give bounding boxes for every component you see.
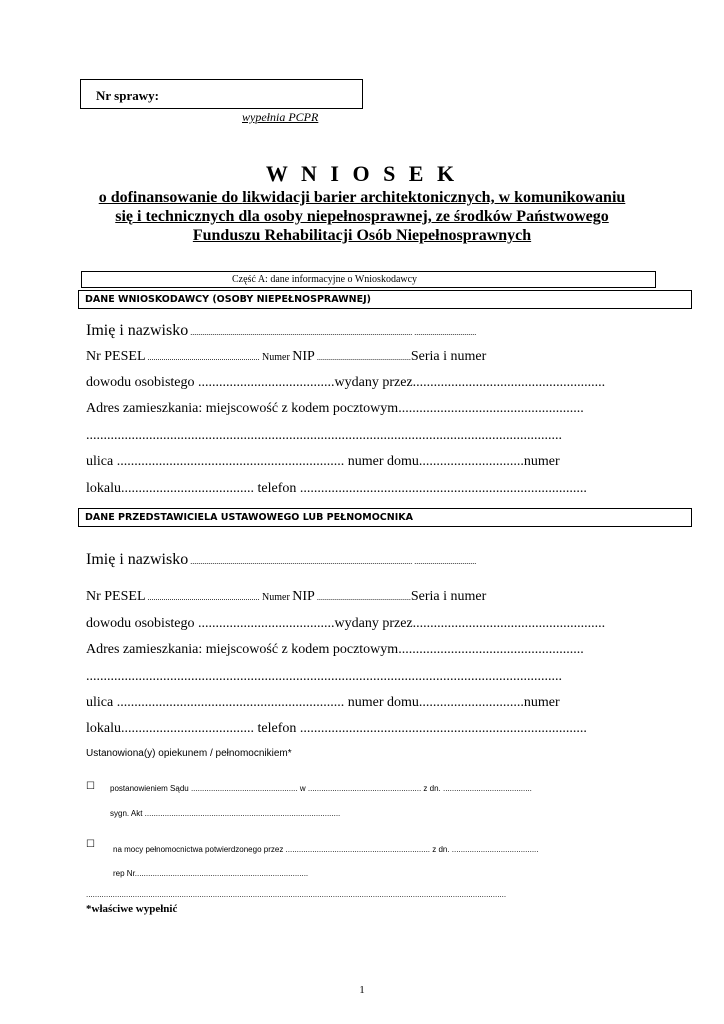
representative-id-row[interactable] — [86, 616, 656, 632]
applicant-section-header: DANE WNIOSKODAWCY (OSOBY NIEPEŁNOSPRAWNEJ) — [78, 290, 692, 309]
representative-section-header: DANE PRZEDSTAWICIELA USTAWOWEGO LUB PEŁNOMOCNIKA — [78, 508, 692, 527]
pesel-label: Nr PESEL — [86, 589, 146, 604]
pesel-dots: ........................................................ — [145, 353, 260, 362]
phone-label: telefon — [254, 481, 300, 496]
address-dots: ..................................................... — [398, 642, 584, 657]
flat-dots: ...................................... — [121, 721, 254, 736]
address-label: Adres zamieszkania: miejscowość z kodem pocztowym — [86, 401, 399, 416]
street-label: ulica — [86, 454, 117, 469]
power-of-attorney-checkbox-icon[interactable]: ☐ — [86, 839, 95, 850]
phone-label: telefon — [254, 721, 300, 736]
page-title: W N I O S E K — [265, 161, 459, 186]
rep-number-line[interactable]: rep Nr.............................................................................. — [113, 869, 309, 878]
subtitle-line3: Funduszu Rehabilitacji Osób Niepełnosprawnych — [192, 227, 532, 244]
representative-street-row[interactable] — [86, 695, 656, 711]
nip-label: NIP — [292, 589, 315, 604]
applicant-address-row[interactable] — [86, 401, 656, 417]
address-label: Adres zamieszkania: miejscowość z kodem pocztowym — [86, 642, 399, 657]
appointed-label: Ustanowiona(y) opiekunem / pełnomocnikiem* — [86, 748, 292, 759]
court-checkbox-icon[interactable]: ☐ — [86, 781, 95, 792]
applicant-pesel-row[interactable] — [86, 349, 656, 365]
subtitle-line2: się i technicznych dla osoby niepełnosprawnej, ze środków Państwowego — [115, 208, 609, 225]
seria-label: Seria i numer — [410, 589, 487, 604]
flat-dots: ...................................... — [121, 481, 254, 496]
name-label: Imię i nazwisko — [86, 322, 189, 339]
subtitle-line1-prefix: o dofinansowanie do — [98, 189, 243, 206]
nip-label: NIP — [292, 349, 315, 364]
applicant-flat-row[interactable] — [86, 481, 656, 497]
flat-label: lokalu — [86, 481, 121, 496]
representative-pesel-row[interactable] — [86, 589, 656, 605]
applicant-address-line2[interactable]: ........................................................................................................................................ — [86, 428, 562, 443]
seria-label: Seria i numer — [410, 349, 487, 364]
house-label: numer domu — [344, 695, 419, 710]
applicant-name-row[interactable] — [86, 322, 656, 340]
representative-address-row[interactable] — [86, 642, 656, 658]
address-dots: ..................................................... — [398, 401, 584, 416]
applicant-street-row[interactable] — [86, 454, 656, 470]
house-dots: .............................. — [418, 454, 524, 469]
issued-dots: ....................................................... — [412, 616, 606, 631]
footnote: *właściwe wypełnić — [86, 903, 178, 915]
phone-dots: .................................................................................. — [299, 481, 587, 496]
fill-note: wypełnia PCPR — [242, 110, 319, 124]
street-dots: ................................................................. — [116, 454, 345, 469]
house-dots: .............................. — [418, 695, 524, 710]
street-label: ulica — [86, 695, 117, 710]
id-label: dowodu osobistego — [86, 375, 198, 390]
pesel-label: Nr PESEL — [86, 349, 146, 364]
representative-flat-row[interactable] — [86, 721, 656, 737]
case-signature-line[interactable]: sygn. Akt ........................................................................................ — [110, 809, 341, 818]
nip-dots: ............................................... — [314, 593, 411, 602]
numer-label: Numer — [259, 352, 293, 363]
house-label: numer domu — [344, 454, 419, 469]
applicant-id-row[interactable] — [86, 375, 656, 391]
phone-dots: .................................................................................. — [299, 721, 587, 736]
name-label: Imię i nazwisko — [86, 551, 189, 568]
court-decision-line[interactable]: postanowieniem Sądu ................................................ w ................................................... z dn. ........................................ — [110, 784, 532, 793]
nip-dots: ............................................... — [314, 353, 411, 362]
page-number: 1 — [359, 984, 365, 996]
case-number-label: Nr sprawy: — [96, 88, 159, 103]
id-label: dowodu osobistego — [86, 616, 198, 631]
issued-dots: ....................................................... — [412, 375, 606, 390]
part-a-header: Część A: dane informacyjne o Wnioskodawcy — [81, 271, 656, 288]
id-dots: ....................................... — [198, 375, 335, 390]
numer-label: Numer — [259, 592, 293, 603]
numer-word: numer — [523, 454, 560, 469]
representative-name-row[interactable] — [86, 551, 656, 569]
street-dots: ................................................................. — [116, 695, 345, 710]
bottom-dots-line[interactable]: ............................................................................................................................................................................................. — [86, 890, 507, 899]
power-of-attorney-line[interactable]: na mocy pełnomocnictwa potwierdzonego przez ................................................................. z dn. ....................................... — [113, 845, 539, 854]
numer-word: numer — [523, 695, 560, 710]
name-dots: ............................................................................................................... ............................... — [188, 557, 477, 566]
representative-address-line2[interactable]: ........................................................................................................................................ — [86, 669, 562, 684]
flat-label: lokalu — [86, 721, 121, 736]
issued-label: wydany przez — [334, 375, 413, 390]
subtitle-line1-rest: likwidacji barier architektonicznych, w komunikowaniu — [242, 189, 626, 206]
page-subtitle — [60, 188, 664, 245]
pesel-dots: ........................................................ — [145, 593, 260, 602]
id-dots: ....................................... — [198, 616, 335, 631]
name-dots: ............................................................................................................... ............................... — [188, 328, 477, 337]
issued-label: wydany przez — [334, 616, 413, 631]
